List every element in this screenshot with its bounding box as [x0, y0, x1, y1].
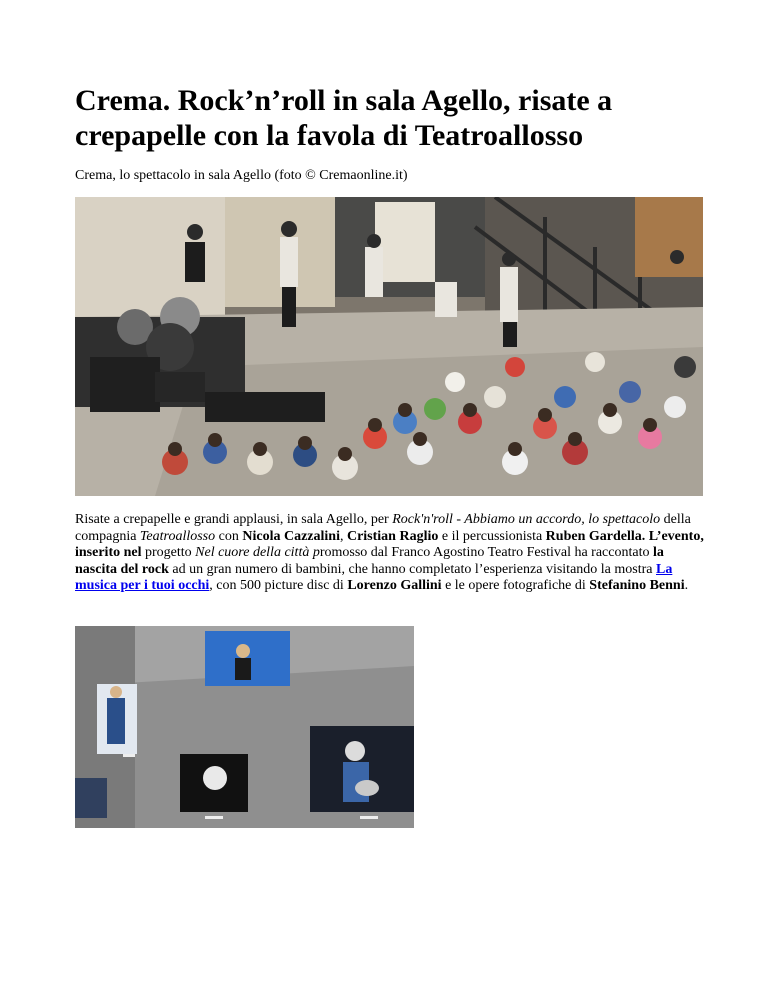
article-paragraph	[75, 512, 705, 595]
actor-name: Nicola Cazzalini	[242, 528, 340, 544]
text-segment: e le opere fotografiche di	[441, 578, 590, 594]
exhibition-photo	[75, 626, 414, 828]
text-segment: ,	[339, 528, 347, 544]
text-segment: Risate a crepapelle e grandi applausi, in sala Agello, per	[75, 512, 393, 527]
article-title: Crema. Rock’n’roll in sala Agello, risate a crepapelle con la favola di Teatroallosso	[75, 84, 613, 152]
text-segment: .	[684, 578, 689, 594]
photo-caption: Crema, lo spettacolo in sala Agello (foto © Cremaonline.it)	[75, 168, 408, 183]
show-photo	[75, 197, 703, 496]
actor-name: Cristian Raglio	[346, 528, 439, 544]
text-segment: progetto	[141, 545, 196, 561]
company-name: Teatroallosso	[139, 528, 216, 544]
artist-name: Stefanino Benni	[589, 578, 685, 594]
show-title: Rock'n'roll - Abbiamo un accordo, lo spettacolo	[392, 512, 661, 527]
story-theme: la nascita del rock	[75, 545, 664, 577]
text-segment: , con 500 picture disc di	[209, 578, 348, 594]
text-segment: romosso dal Franco Agostino Teatro Festival ha raccontato	[319, 545, 653, 561]
text-segment: ad un gran numero di bambini, che hanno completato l’esperienza visitando la mostra	[168, 561, 656, 577]
project-name: Nel cuore della città p	[195, 545, 320, 561]
text-segment: e il percussionista	[438, 528, 546, 544]
percussionist-name: Ruben Gardella. L’evento, inserito nel	[75, 528, 704, 561]
text-segment: della compagnia	[75, 512, 691, 544]
text-segment: con	[215, 528, 243, 544]
artist-name: Lorenzo Gallini	[347, 578, 442, 594]
exhibit-link[interactable]: La musica per i tuoi occhi	[75, 561, 673, 594]
